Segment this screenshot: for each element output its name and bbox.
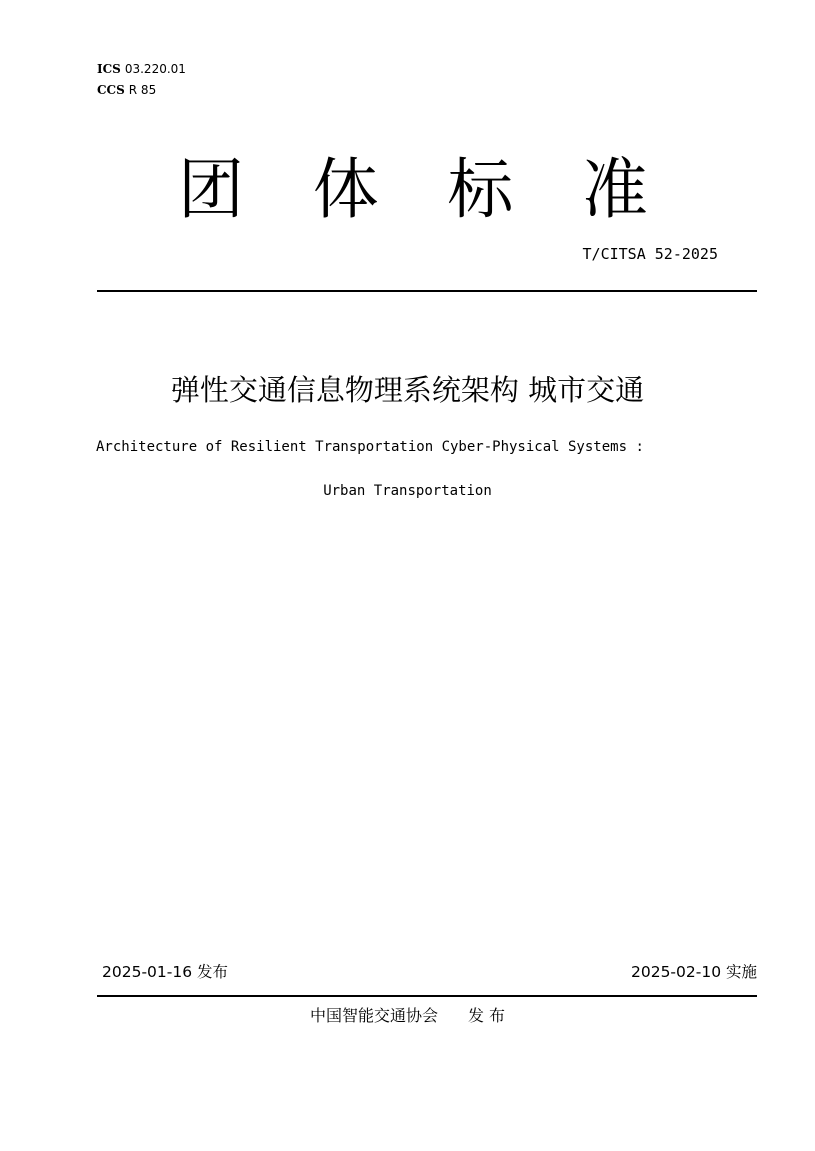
publisher-org: 中国智能交通协会: [309, 1006, 438, 1025]
ccs-label: CCS: [97, 83, 125, 97]
bottom-divider: [97, 995, 757, 997]
top-divider: [97, 290, 757, 292]
document-type-title: [178, 150, 648, 230]
standard-title-cn: 弹性交通信息物理系统架构 城市交通: [170, 373, 645, 407]
title-char: 标: [447, 151, 514, 228]
publisher-action: 发 布: [467, 1006, 506, 1025]
title-char: 准: [581, 151, 648, 228]
title-char: 团: [178, 151, 244, 228]
standard-number: T/CITSA 52-2025: [582, 245, 718, 263]
ics-label: ICS: [97, 62, 121, 76]
standard-title-en-line1: Architecture of Resilient Transportation Cyber-Physical Systems :: [96, 439, 644, 455]
publisher: [0, 1004, 815, 1028]
publish-date: 2025-01-16 发布: [102, 963, 229, 981]
ics-code: [97, 61, 186, 77]
ccs-code: [97, 82, 156, 98]
effective-date: 2025-02-10 实施: [630, 963, 757, 981]
standard-title-en-line2: Urban Transportation: [323, 483, 492, 499]
title-char: 体: [312, 151, 379, 228]
ics-value: 03.220.01: [124, 62, 186, 76]
ccs-value: R 85: [128, 83, 157, 97]
